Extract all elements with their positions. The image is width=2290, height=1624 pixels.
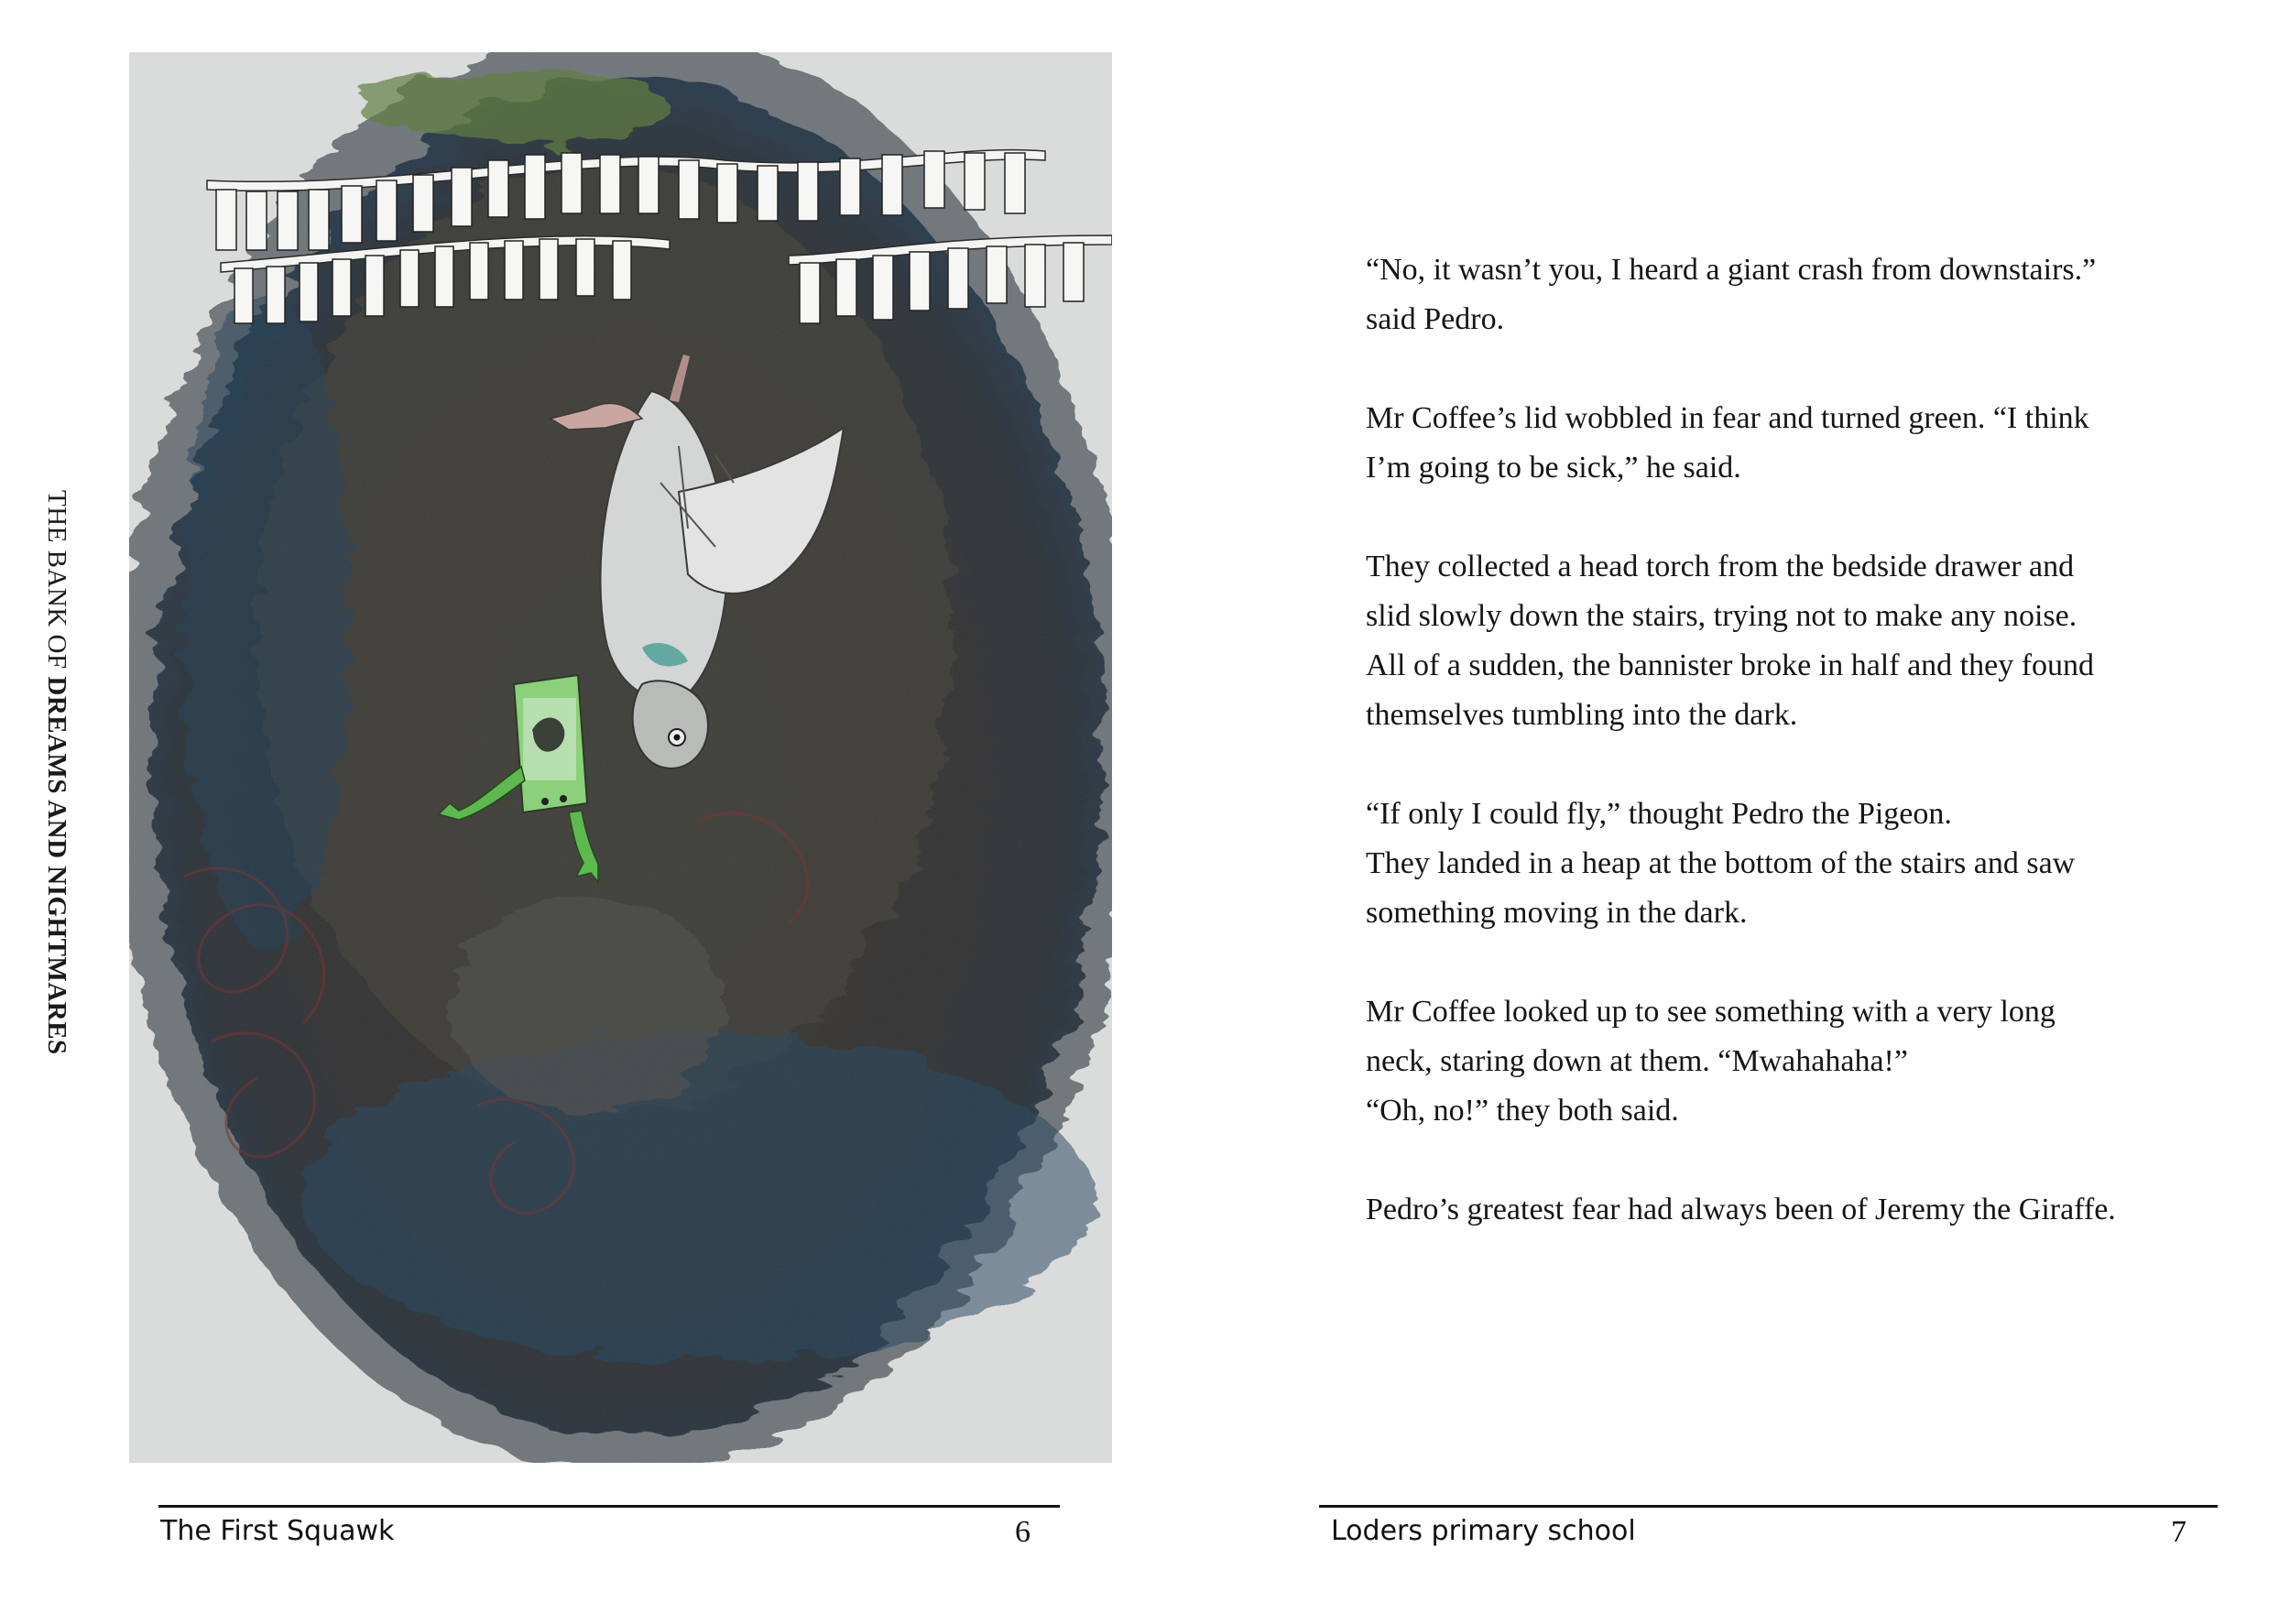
- spine-title: DREAMS AND NIGHTMARES: [42, 676, 71, 1055]
- story-line: something moving in the dark.: [1366, 896, 1748, 930]
- illustration: [129, 52, 1112, 1463]
- story-paragraph: [1366, 542, 2208, 740]
- page-number-right: 7: [2171, 1515, 2186, 1549]
- story-paragraph: [1366, 245, 2208, 344]
- story-line: They landed in a heap at the bottom of the stairs and saw: [1366, 846, 2076, 880]
- footer-left: [158, 1505, 1060, 1563]
- footer-school-name: Loders primary school: [1331, 1515, 1636, 1547]
- story-line: neck, staring down at them. “Mwahahaha!”: [1366, 1044, 1908, 1078]
- story-paragraph: [1366, 790, 2208, 938]
- story-line: slid slowly down the stairs, trying not to make any noise.: [1366, 599, 2077, 633]
- story-line: All of a sudden, the bannister broke in half and they found: [1366, 649, 2095, 682]
- story-line: said Pedro.: [1366, 302, 1505, 336]
- story-line: Mr Coffee looked up to see something with a very long: [1366, 995, 2056, 1029]
- story-line: “Oh, no!” they both said.: [1366, 1094, 1679, 1128]
- story-line: They collected a head torch from the bedside drawer and: [1366, 550, 2075, 583]
- story-line: Mr Coffee’s lid wobbled in fear and turned green. “I think: [1366, 401, 2089, 435]
- story-line: themselves tumbling into the dark.: [1366, 698, 1798, 732]
- story-line: Pedro’s greatest fear had always been of Jeremy the Giraffe.: [1366, 1193, 2116, 1226]
- story-line: “If only I could fly,” thought Pedro the Pigeon.: [1366, 797, 1952, 831]
- footer-right: [1319, 1505, 2218, 1563]
- spine-prefix: THE BANK OF: [42, 490, 71, 677]
- story-text: [1366, 245, 2208, 1284]
- story-line: I’m going to be sick,” he said.: [1366, 451, 1741, 485]
- book-title-spine: [41, 490, 71, 1055]
- story-paragraph: [1366, 394, 2208, 493]
- story-paragraph: [1366, 1185, 2208, 1235]
- footer-book-title: The First Squawk: [160, 1515, 395, 1547]
- story-line: “No, it wasn’t you, I heard a giant crash from downstairs.”: [1366, 253, 2097, 287]
- page-number-left: 6: [1015, 1515, 1030, 1549]
- story-paragraph: [1366, 987, 2208, 1136]
